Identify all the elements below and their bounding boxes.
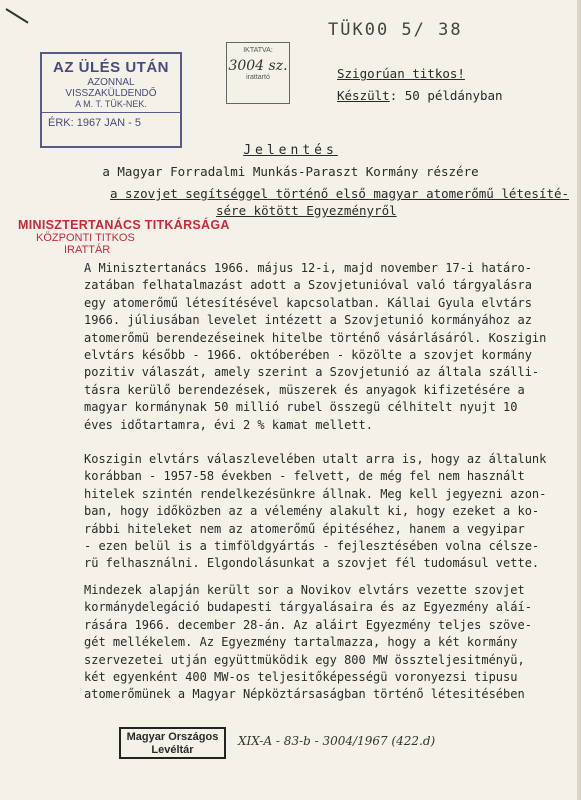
text-line: pozitiv válaszát, amely szerint a Szovjetunió az általa szálli-: [84, 365, 540, 380]
archives-stamp-line2: Levéltár: [151, 744, 194, 756]
paragraph-2: [84, 451, 547, 573]
registration-stamp: [226, 42, 290, 104]
return-stamp-line4: A M. T. TÜK-NEK.: [42, 99, 180, 113]
text-line: Mindezek alapján került sor a Novikov elvtárs vezette szovjet: [84, 583, 525, 597]
text-line: magyar kormánynak 50 millió rubel összegü célhitelt nyujt 10: [84, 400, 518, 415]
archive-red-stamp: [18, 218, 230, 256]
classification: Szigorúan titkos!: [337, 66, 465, 81]
archive-reference: XIX-A - 83-b - 3004/1967 (422.d): [238, 734, 436, 748]
red-stamp-line3: IRATTÁR: [64, 244, 111, 256]
registration-folder: irattartó: [246, 74, 270, 81]
text-line: korábban - 1957-58 években - felvett, de még fel nem használt: [84, 469, 525, 484]
text-line: két egyenként 400 MW-os teljesitőképességü voronyezsi tipusu: [84, 670, 518, 685]
text-line: Koszigin elvtárs válaszlevelében utalt arra is, hogy az általunk: [84, 452, 547, 466]
return-stamp: [40, 52, 182, 148]
text-line: hitelek szintén rendelkezésünkre állnak. Meg kell jegyezni azon-: [84, 486, 547, 501]
text-line: rására 1966. december 28-án. Az aláirt Egyezmény teljes szöve-: [84, 617, 532, 632]
document-number: TÜK00 5/ 38: [328, 20, 463, 40]
return-stamp-line2: AZONNAL: [87, 77, 135, 88]
text-line: szervezetei utján együttmüködik egy 800 MW összteljesitményü,: [84, 652, 525, 667]
registration-number: 3004 sz.: [228, 58, 288, 74]
return-stamp-line3: VISSZAKÜLDENDŐ: [65, 88, 157, 99]
text-line: 1966. júliusában levelet intézett a Szovjetunió kormányához az: [84, 313, 532, 328]
copies-value: : 50 példányban: [389, 88, 503, 103]
pen-mark: [5, 8, 28, 23]
paragraph-1: [84, 260, 547, 434]
document-title: Jelentés: [243, 143, 338, 158]
registration-label: IKTATVA:: [243, 47, 273, 54]
copies-label: Készült: [337, 88, 390, 103]
red-stamp-line2: KÖZPONTI TITKOS: [36, 232, 135, 244]
subject-line-1: a szovjet segítséggel történő első magyar atomerőmű létesíté-: [110, 186, 570, 201]
text-line: A Minisztertanács 1966. május 12-i, majd november 17-i határo-: [84, 261, 532, 275]
national-archives-stamp: [119, 727, 226, 759]
text-line: zatában felhatalmazást adott a Szovjetunióval való tárgyalásra: [84, 278, 532, 293]
text-line: atomerőmü berendezéseinek hitelbe történő vásárlásáról. Koszigin: [84, 330, 547, 345]
text-line: éves időtartamra, évi 2 % kamat mellett.: [84, 417, 373, 432]
text-line: atomerőmünek a Magyar Népköztársaságban történő létesitésében: [84, 687, 525, 702]
return-stamp-line1: AZ ÜLÉS UTÁN: [53, 59, 169, 76]
text-line: kormánydelegáció budapesti tárgyalásaira és az Egyezmény aláí-: [84, 600, 532, 615]
red-stamp-line1: MINISZTERTANÁCS TITKÁRSÁGA: [18, 218, 230, 232]
text-line: rábbi hiteleket nem az atomerőmű épitéséhez, hanem a vegyipar: [84, 521, 525, 536]
text-line: - ezen belül is a timföldgyártás - fejlesztésében volna célsze-: [84, 539, 540, 554]
text-line: tásra kerülő berendezések, müszerek és anyagok kifizetésére a: [84, 382, 525, 397]
copies-line: [337, 88, 503, 103]
text-line: elvtárs később - 1966. októberében - közölte a szovjet kormány: [84, 348, 532, 363]
text-line: ban, hogy időközben az a vélemény alakult ki, hogy ezeket a ko-: [84, 504, 540, 519]
archives-stamp-line1: Magyar Országos: [126, 731, 219, 743]
paragraph-3: [84, 582, 532, 704]
received-date: ÉRK: 1967 JAN - 5: [48, 117, 141, 129]
page-edge: [577, 0, 581, 800]
subject-line-2: sére kötött Egyezményről: [216, 203, 397, 218]
text-line: rü felhasználni. Elgondolásunkat a szovjet fél tudomásul vette.: [84, 556, 540, 571]
text-line: gét mellékelem. Az Egyezmény tartalmazza, hogy a két kormány: [84, 635, 518, 650]
addressee: a Magyar Forradalmi Munkás-Paraszt Kormány részére: [102, 164, 479, 179]
text-line: egy atomerőmű létesítésével kapcsolatban. Kállai Gyula elvtárs: [84, 295, 532, 310]
